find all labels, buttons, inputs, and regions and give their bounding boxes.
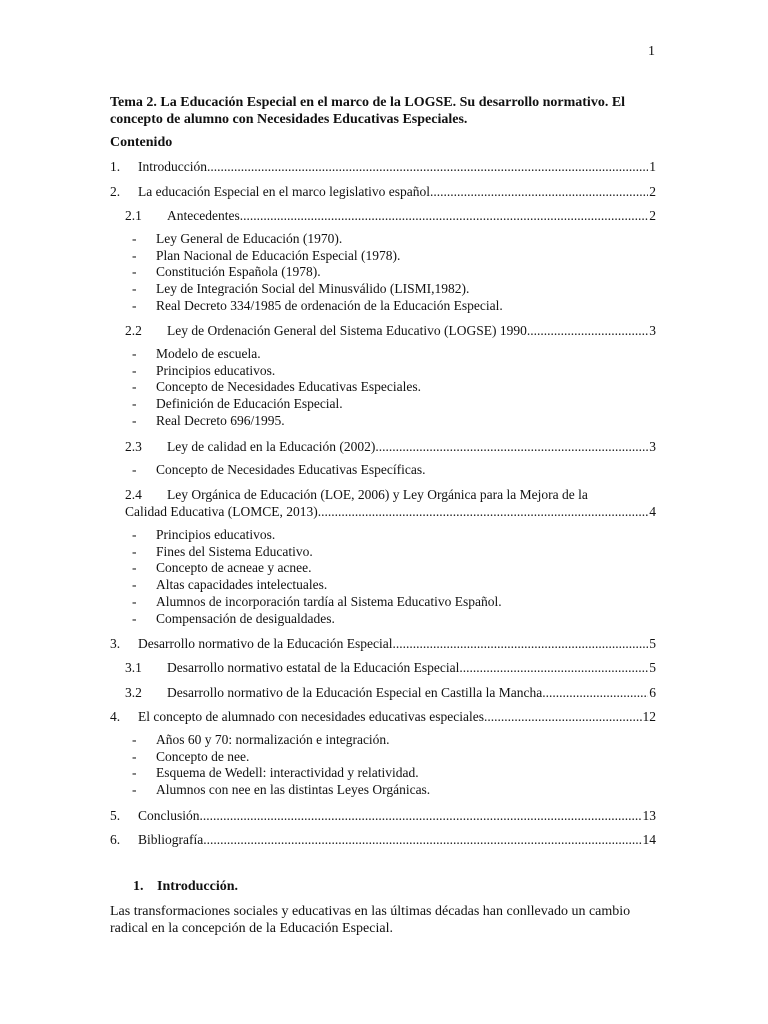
bullet-dash: - — [132, 527, 137, 542]
toc-text: Bibliografía — [138, 832, 204, 847]
bullet-dash: - — [132, 396, 137, 412]
toc-leader — [318, 503, 650, 520]
list-item-text: Real Decreto 334/1985 de ordenación de la Educación Especial. — [156, 297, 503, 313]
toc-number: 3.1 — [125, 660, 142, 675]
list-item-text: Fines del Sistema Educativo. — [156, 543, 313, 559]
bullet-dash: - — [132, 362, 137, 378]
intro-paragraph: Las transformaciones sociales y educativas en las últimas décadas han conllevado un cambio radical en la concepción de la Educación Especial. — [110, 904, 631, 936]
toc-leader — [240, 207, 649, 224]
section-number: 1. — [133, 879, 144, 894]
toc-number: 2.3 — [125, 439, 142, 454]
section-title: Introducción. — [157, 879, 239, 894]
list-item-text: Altas capacidades intelectuales. — [156, 577, 328, 593]
bullet-list-2-1 — [132, 231, 503, 315]
bullet-dash: - — [132, 231, 137, 246]
toc-number: 1. — [110, 159, 121, 174]
list-item — [132, 264, 503, 281]
list-item-text: Alumnos de incorporación tardía al Sistema Educativo Español. — [156, 593, 502, 609]
toc-entry-2-4[interactable] — [125, 486, 656, 520]
toc-leader — [375, 438, 648, 455]
toc-entry-5[interactable] — [110, 807, 656, 824]
toc-entry-1[interactable] — [110, 158, 656, 175]
toc-text: Antecedentes — [167, 208, 240, 223]
list-item — [132, 281, 503, 298]
bullet-dash: - — [132, 412, 137, 428]
bullet-dash: - — [132, 543, 137, 559]
toc-leader — [203, 831, 641, 848]
toc-text: Desarrollo normativo de la Educación Especial — [138, 636, 393, 651]
toc-leader — [200, 807, 642, 824]
section-heading — [133, 879, 238, 895]
list-item-text: Concepto de acneae y acnee. — [156, 560, 312, 576]
toc-page: 5 — [649, 660, 656, 675]
list-item — [132, 577, 502, 594]
bullet-dash: - — [132, 577, 137, 593]
bullet-dash: - — [132, 782, 137, 798]
toc-number: 3. — [110, 636, 121, 651]
list-item — [132, 765, 430, 782]
toc-page: 2 — [649, 184, 656, 199]
bullet-dash: - — [132, 281, 137, 297]
list-item-text: Definición de Educación Especial. — [156, 396, 343, 412]
bullet-dash: - — [132, 732, 137, 747]
bullet-dash: - — [132, 264, 137, 280]
list-item-text: Concepto de nee. — [156, 748, 250, 764]
toc-leader — [527, 322, 648, 339]
list-item — [132, 611, 502, 628]
list-item-text: Compensación de desigualdades. — [156, 610, 335, 626]
toc-entry-2-2[interactable] — [125, 322, 656, 339]
list-item — [132, 544, 502, 561]
list-item — [132, 462, 426, 479]
bullet-dash: - — [132, 610, 137, 626]
toc-number: 3.2 — [125, 685, 142, 700]
list-item-text: Real Decreto 696/1995. — [156, 412, 285, 428]
toc-page: 12 — [642, 709, 656, 724]
toc-leader — [430, 183, 648, 200]
toc-number: 2.1 — [125, 208, 142, 223]
list-item — [132, 782, 430, 799]
list-item-text: Ley de Integración Social del Minusválido (LISMI,1982). — [156, 281, 470, 297]
contents-heading: Contenido — [110, 135, 173, 150]
toc-leader — [484, 708, 642, 725]
bullet-dash: - — [132, 748, 137, 764]
list-item-text: Esquema de Wedell: interactividad y relatividad. — [156, 765, 419, 781]
toc-page: 1 — [649, 159, 656, 174]
toc-page: 3 — [649, 439, 656, 454]
bullet-dash: - — [132, 593, 137, 609]
list-item-text: Principios educativos. — [156, 527, 276, 542]
toc-entry-2-3[interactable] — [125, 438, 656, 455]
list-item-text: Plan Nacional de Educación Especial (1978). — [156, 247, 401, 263]
list-item — [132, 413, 421, 430]
toc-text: La educación Especial en el marco legislativo español — [138, 184, 431, 199]
toc-leader — [393, 635, 649, 652]
toc-page: 4 — [649, 504, 656, 519]
bullet-dash: - — [132, 765, 137, 781]
list-item — [132, 527, 502, 544]
toc-text: Introducción — [138, 159, 207, 174]
toc-entry-6[interactable] — [110, 831, 656, 848]
list-item-text: Concepto de Necesidades Educativas Especiales. — [156, 379, 422, 395]
toc-page: 14 — [642, 832, 656, 847]
list-item — [132, 363, 421, 380]
list-item — [132, 379, 421, 396]
list-item-text: Ley General de Educación (1970). — [156, 231, 343, 246]
toc-text: Desarrollo normativo estatal de la Educación Especial — [167, 660, 460, 675]
bullet-dash: - — [132, 379, 137, 395]
toc-text: Conclusión — [138, 808, 200, 823]
toc-leader — [542, 684, 648, 701]
toc-page: 3 — [649, 323, 656, 338]
bullet-list-2-2 — [132, 346, 421, 430]
list-item — [132, 396, 421, 413]
toc-text: Desarrollo normativo de la Educación Especial en Castilla la Mancha — [167, 685, 543, 700]
bullet-dash: - — [132, 560, 137, 576]
toc-entry-2-1[interactable] — [125, 207, 656, 224]
list-item-text: Concepto de Necesidades Educativas Específicas. — [156, 462, 426, 477]
toc-leader — [459, 659, 648, 676]
list-item-text: Principios educativos. — [156, 362, 276, 378]
list-item — [132, 560, 502, 577]
toc-text: Ley de Ordenación General del Sistema Educativo (LOGSE) 1990 — [167, 323, 527, 338]
list-item — [132, 248, 503, 265]
toc-number: 5. — [110, 808, 121, 823]
toc-text: El concepto de alumnado con necesidades educativas especiales — [138, 709, 484, 724]
list-item-text: Modelo de escuela. — [156, 346, 261, 361]
toc-page: 13 — [642, 808, 656, 823]
list-item-text: Constitución Española (1978). — [156, 264, 321, 280]
toc-page: 2 — [649, 208, 656, 223]
toc-number: 2. — [110, 184, 121, 199]
list-item — [132, 732, 430, 749]
list-item — [132, 346, 421, 363]
toc-entry-3[interactable] — [110, 635, 656, 652]
document-title: Tema 2. La Educación Especial en el marco de la LOGSE. Su desarrollo normativo. El concepto de alumno con Necesidades Educativas Especiales. — [110, 95, 626, 127]
toc-entry-3-1[interactable] — [125, 659, 656, 676]
bullet-dash: - — [132, 247, 137, 263]
toc-page: 5 — [649, 636, 656, 651]
bullet-dash: - — [132, 346, 137, 361]
bullet-list-2-4 — [132, 527, 502, 627]
toc-entry-4[interactable] — [110, 708, 656, 725]
toc-entry-2[interactable] — [110, 183, 656, 200]
list-item-text: Alumnos con nee en las distintas Leyes Orgánicas. — [156, 782, 431, 798]
toc-text-continued: Calidad Educativa (LOMCE, 2013) — [125, 504, 318, 519]
toc-text: Ley Orgánica de Educación (LOE, 2006) y Ley Orgánica para la Mejora de la — [167, 487, 588, 502]
toc-entry-3-2[interactable] — [125, 684, 656, 701]
list-item — [132, 749, 430, 766]
toc-text: Ley de calidad en la Educación (2002) — [167, 439, 376, 454]
bullet-dash: - — [132, 297, 137, 313]
page-number: 1 — [648, 44, 655, 59]
toc-number: 4. — [110, 709, 121, 724]
bullet-list-4 — [132, 732, 430, 799]
toc-number: 2.4 — [125, 487, 142, 502]
toc-number: 2.2 — [125, 323, 142, 338]
toc-leader — [207, 158, 648, 175]
toc-number: 6. — [110, 832, 121, 847]
toc-page: 6 — [649, 685, 656, 700]
bullet-list-2-3 — [132, 462, 426, 479]
list-item — [132, 231, 503, 248]
list-item — [132, 298, 503, 315]
list-item — [132, 594, 502, 611]
bullet-dash: - — [132, 462, 137, 477]
list-item-text: Años 60 y 70: normalización e integración. — [156, 732, 390, 747]
